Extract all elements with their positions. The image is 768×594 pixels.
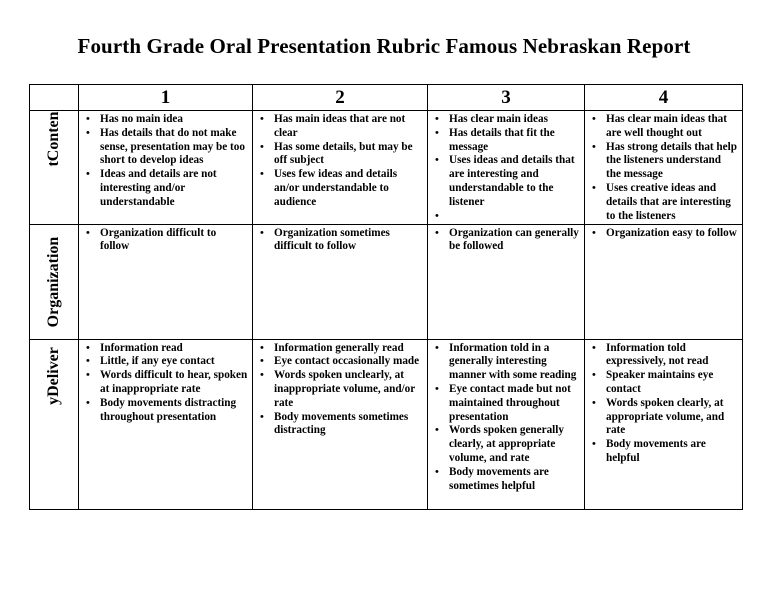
score-header-4: 4	[585, 85, 743, 111]
criteria-list	[585, 113, 742, 223]
score-header-1: 1	[79, 85, 253, 111]
criteria-item: • Body movements sometimes distracting	[274, 411, 423, 439]
criteria-item: • Words spoken clearly, at appropriate volume, and rate	[606, 397, 738, 438]
criteria-list	[79, 342, 252, 425]
document-title: Fourth Grade Oral Presentation Rubric Famous Nebraskan Report	[77, 34, 691, 58]
criteria-item: • Little, if any eye contact	[100, 355, 248, 369]
criteria-list	[253, 113, 427, 210]
criteria-list	[428, 113, 584, 224]
criteria-item: • Organization difficult to follow	[100, 227, 248, 255]
criteria-item: • Has main ideas that are not clear	[274, 113, 423, 141]
rubric-table	[29, 84, 743, 510]
criteria-list	[253, 342, 427, 439]
header-corner-cell	[30, 85, 79, 111]
criteria-item: • Has details that fit the message	[449, 127, 580, 155]
rubric-row-content	[30, 111, 743, 225]
criteria-list	[79, 113, 252, 210]
rubric-cell	[253, 224, 428, 339]
rubric-cell	[253, 339, 428, 509]
criteria-list	[428, 227, 584, 255]
criteria-item: • Body movements are helpful	[606, 438, 738, 466]
criteria-item: • Organization sometimes difficult to follow	[274, 227, 423, 255]
row-label-cell	[30, 224, 79, 339]
criteria-item: • Uses ideas and details that are interesting and understandable to the listener	[449, 154, 580, 209]
rubric-cell	[79, 224, 253, 339]
criteria-item: • Words spoken generally clearly, at appropriate volume, and rate	[449, 424, 580, 465]
criteria-item: • Ideas and details are not interesting and/or understandable	[100, 168, 248, 209]
criteria-item: • Organization can generally be followed	[449, 227, 580, 255]
rubric-cell	[79, 339, 253, 509]
criteria-item: • Words spoken unclearly, at inappropriate volume, and/or rate	[274, 369, 423, 410]
criteria-item	[449, 210, 580, 224]
criteria-item: • Body movements are sometimes helpful	[449, 466, 580, 494]
criteria-item: • Eye contact made but not maintained throughout presentation	[449, 383, 580, 424]
score-header-2: 2	[253, 85, 428, 111]
rubric-row-delivery	[30, 339, 743, 509]
criteria-item: • Has strong details that help the listeners understand the message	[606, 141, 738, 182]
criteria-list	[428, 342, 584, 494]
criteria-item: • Has clear main ideas that are well thought out	[606, 113, 738, 141]
criteria-list	[585, 342, 742, 466]
row-label-cell	[30, 111, 79, 225]
criteria-item: • Has clear main ideas	[449, 113, 580, 127]
criteria-item: • Information read	[100, 342, 248, 356]
criteria-item: • Words difficult to hear, spoken at inappropriate rate	[100, 369, 248, 397]
criteria-item: • Information told expressively, not read	[606, 342, 738, 370]
rubric-cell	[585, 111, 743, 225]
criteria-item: • Body movements distracting throughout presentation	[100, 397, 248, 425]
row-label-organization: Organization	[45, 236, 62, 327]
criteria-item: • Information told in a generally interesting manner with some reading	[449, 342, 580, 383]
rubric-cell	[585, 224, 743, 339]
row-label-content: tConten	[45, 111, 62, 167]
criteria-list	[79, 227, 252, 255]
criteria-item: • Information generally read	[274, 342, 423, 356]
criteria-list	[585, 227, 742, 241]
rubric-cell	[428, 339, 585, 509]
rubric-header-row	[30, 85, 743, 111]
row-label-delivery: yDeliver	[45, 346, 62, 405]
criteria-item: • Uses few ideas and details an/or understandable to audience	[274, 168, 423, 209]
criteria-item: • Eye contact occasionally made	[274, 355, 423, 369]
criteria-item: • Uses creative ideas and details that are interesting to the listeners	[606, 182, 738, 223]
rubric-cell	[428, 111, 585, 225]
score-header-3: 3	[428, 85, 585, 111]
criteria-item: • Has no main idea	[100, 113, 248, 127]
rubric-cell	[585, 339, 743, 509]
criteria-item: • Has details that do not make sense, presentation may be too short to develop ideas	[100, 127, 248, 168]
row-label-cell	[30, 339, 79, 509]
rubric-row-organization	[30, 224, 743, 339]
rubric-cell	[253, 111, 428, 225]
criteria-list	[253, 227, 427, 255]
rubric-cell	[79, 111, 253, 225]
criteria-item: • Has some details, but may be off subject	[274, 141, 423, 169]
criteria-item: • Speaker maintains eye contact	[606, 369, 738, 397]
criteria-item: • Organization easy to follow	[606, 227, 738, 241]
rubric-cell	[428, 224, 585, 339]
